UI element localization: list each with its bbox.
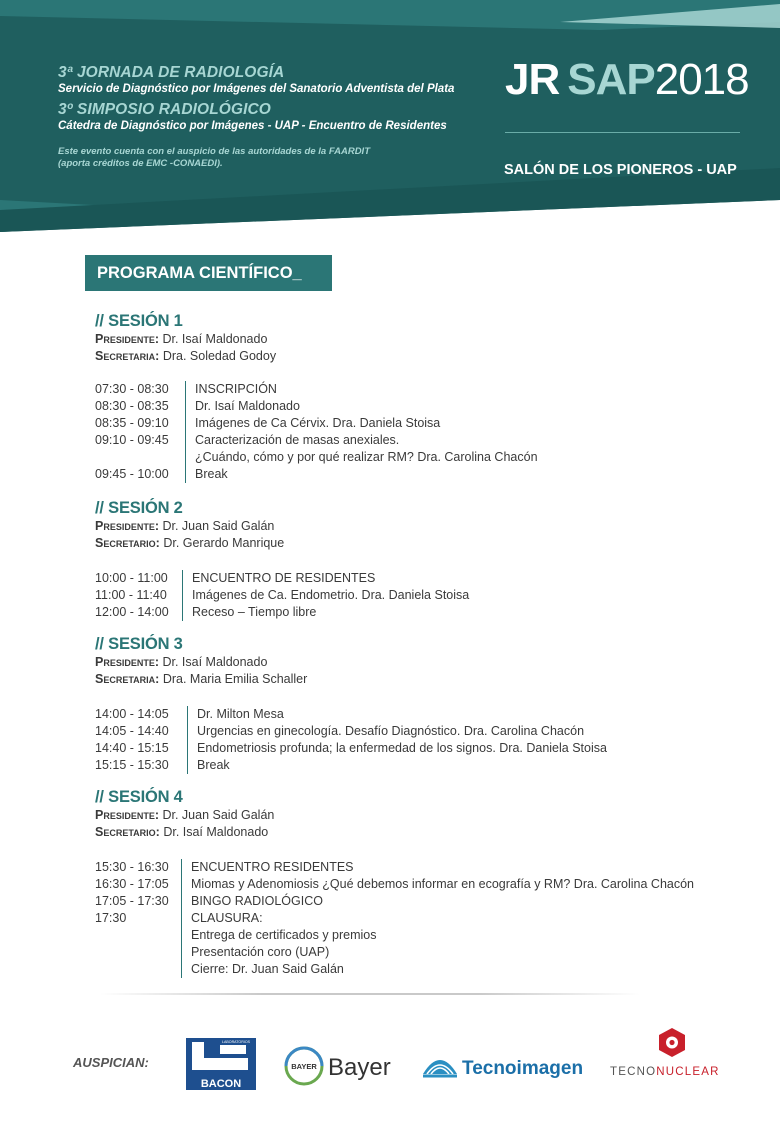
schedule-desc: Imágenes de Ca. Endometrio. Dra. Daniela Stoisa xyxy=(182,587,745,604)
bacon-logo-mark xyxy=(184,1036,258,1092)
role-label: Secretario: xyxy=(95,825,160,839)
simposio-subtitle: Cátedra de Diagnóstico por Imágenes - UAP - Encuentro de Residentes xyxy=(58,120,447,132)
nuclear-part: NUCLEAR xyxy=(656,1066,720,1078)
logo-sap: SAP xyxy=(567,55,655,104)
schedule-time: 14:05 - 14:40 xyxy=(95,724,169,738)
role-name: Dr. Juan Said Galán xyxy=(159,808,275,822)
auspice-note-line1: Este evento cuenta con el auspicio de las autoridades de la FAARDIT xyxy=(58,146,371,157)
schedule-desc: ENCUENTRO DE RESIDENTES xyxy=(182,570,745,587)
schedule-row xyxy=(95,604,745,621)
schedule-desc: ¿Cuándo, cómo y por qué realizar RM? Dra. Carolina Chacón xyxy=(185,449,745,466)
role-label: Presidente: xyxy=(95,332,160,346)
schedule-time xyxy=(95,944,181,961)
schedule-desc: Caracterización de masas anexiales. xyxy=(185,432,745,449)
schedule-time: 09:45 - 10:00 xyxy=(95,467,169,481)
session-2 xyxy=(95,498,745,621)
schedule-time: 15:15 - 15:30 xyxy=(95,758,169,772)
tecno-part: TECNO xyxy=(610,1066,657,1078)
schedule-desc: Dr. Milton Mesa xyxy=(187,706,745,723)
schedule-row xyxy=(95,706,745,723)
session-secretary xyxy=(95,348,745,365)
schedule-time: 17:05 - 17:30 xyxy=(95,894,169,908)
bayer-cross-icon xyxy=(284,1044,404,1088)
bayer-logo-text: Bayer xyxy=(328,1054,391,1081)
schedule-row xyxy=(95,893,745,910)
schedule xyxy=(95,381,745,483)
schedule-row xyxy=(95,944,745,961)
schedule-time xyxy=(95,449,185,466)
role-name: Dr. Isaí Maldonado xyxy=(159,825,269,839)
schedule-desc: BINGO RADIOLÓGICO xyxy=(181,893,745,910)
session-secretary xyxy=(95,535,745,552)
logo-divider xyxy=(505,132,740,133)
session-title: // SESIÓN 4 xyxy=(95,788,183,806)
schedule-row xyxy=(95,910,745,927)
schedule-desc: Presentación coro (UAP) xyxy=(181,944,745,961)
schedule-desc: INSCRIPCIÓN xyxy=(185,381,745,398)
schedule-row xyxy=(95,449,745,466)
bayer-cross-text: BAYER xyxy=(291,1062,317,1071)
session-president xyxy=(95,518,745,535)
schedule-desc: Receso – Tiempo libre xyxy=(182,604,745,621)
schedule-row xyxy=(95,587,745,604)
schedule-time: 16:30 - 17:05 xyxy=(95,877,169,891)
role-label: Secretaria: xyxy=(95,672,160,686)
bayer-logo xyxy=(284,1044,404,1088)
role-label: Secretaria: xyxy=(95,349,160,363)
auspice-note xyxy=(58,146,454,170)
jornada-subtitle: Servicio de Diagnóstico por Imágenes del Sanatorio Adventista del Plata xyxy=(58,83,455,95)
program-badge: PROGRAMA CIENTÍFICO_ xyxy=(85,255,332,291)
schedule-time: 14:00 - 14:05 xyxy=(95,707,169,721)
tecnoimagen-logo-text: Tecnoimagen xyxy=(462,1058,584,1079)
tecnoimagen-wave-icon xyxy=(421,1050,591,1084)
session-title: // SESIÓN 1 xyxy=(95,312,183,330)
footer-divider xyxy=(100,993,640,995)
schedule-time: 08:30 - 08:35 xyxy=(95,399,169,413)
bacon-logo-text: BACON xyxy=(200,1078,242,1090)
session-president xyxy=(95,807,745,824)
session-4 xyxy=(95,787,745,978)
schedule-time: 11:00 - 11:40 xyxy=(95,588,167,602)
header-banner xyxy=(0,0,780,240)
schedule-row xyxy=(95,398,745,415)
schedule-time: 07:30 - 08:30 xyxy=(95,382,169,396)
schedule-desc: Cierre: Dr. Juan Said Galán xyxy=(181,961,745,978)
sponsors-label: AUSPICIAN: xyxy=(73,1055,149,1070)
schedule-desc: Miomas y Adenomiosis ¿Qué debemos informar en ecografía y RM? Dra. Carolina Chacón xyxy=(181,876,745,893)
session-secretary xyxy=(95,824,745,841)
auspice-note-line2: (aporta créditos de EMC -CONAEDI). xyxy=(58,158,223,169)
schedule-time xyxy=(95,927,181,944)
venue: SALÓN DE LOS PIONEROS - UAP xyxy=(504,162,737,178)
schedule-desc: Imágenes de Ca Cérvix. Dra. Daniela Stoisa xyxy=(185,415,745,432)
schedule-time: 14:40 - 15:15 xyxy=(95,741,169,755)
role-name: Dr. Gerardo Manrique xyxy=(159,536,285,550)
schedule-time: 10:00 - 11:00 xyxy=(95,571,168,585)
schedule-row xyxy=(95,432,745,449)
role-name: Dr. Isaí Maldonado xyxy=(159,332,268,346)
schedule-row xyxy=(95,859,745,876)
session-1 xyxy=(95,311,745,483)
schedule-desc: Dr. Isaí Maldonado xyxy=(185,398,745,415)
schedule-desc: Break xyxy=(185,466,745,483)
role-label: Presidente: xyxy=(95,655,160,669)
schedule-row xyxy=(95,876,745,893)
simposio-title: 3º SIMPOSIO RADIOLÓGICO xyxy=(58,101,271,118)
schedule-row xyxy=(95,757,745,774)
schedule-row xyxy=(95,927,745,944)
session-3 xyxy=(95,634,745,774)
logo-year: 2018 xyxy=(654,55,749,104)
session-secretary xyxy=(95,671,745,688)
bacon-logo-small-text: LABORATORIOS xyxy=(221,1040,251,1044)
session-president xyxy=(95,654,745,671)
schedule-time: 08:35 - 09:10 xyxy=(95,416,169,430)
schedule-time: 12:00 - 14:00 xyxy=(95,605,169,619)
tecnoimagen-logo xyxy=(421,1050,591,1084)
session-title: // SESIÓN 3 xyxy=(95,635,183,653)
schedule xyxy=(95,859,745,978)
schedule-row xyxy=(95,415,745,432)
schedule-desc: Entrega de certificados y premios xyxy=(181,927,745,944)
schedule-row xyxy=(95,466,745,483)
role-name: Dra. Soledad Godoy xyxy=(159,349,277,363)
schedule-desc: Urgencias en ginecología. Desafío Diagnóstico. Dra. Carolina Chacón xyxy=(187,723,745,740)
session-president xyxy=(95,331,745,348)
role-name: Dra. Maria Emilia Schaller xyxy=(159,672,308,686)
tecnonuclear-logo-text xyxy=(610,1066,720,1078)
role-label: Secretario: xyxy=(95,536,160,550)
jrsap-logo xyxy=(505,57,749,103)
schedule-desc: Endometriosis profunda; la enfermedad de los signos. Dra. Daniela Stoisa xyxy=(187,740,745,757)
schedule-desc: CLAUSURA: xyxy=(181,910,745,927)
tecnonuclear-hexagon-icon xyxy=(608,1026,743,1080)
session-title: // SESIÓN 2 xyxy=(95,499,183,517)
event-titles xyxy=(58,64,454,170)
role-label: Presidente: xyxy=(95,808,160,822)
schedule-row xyxy=(95,381,745,398)
bacon-logo xyxy=(184,1036,258,1092)
jornada-title: 3ª JORNADA DE RADIOLOGÍA xyxy=(58,64,285,81)
logo-jr: JR xyxy=(505,55,560,104)
role-label: Presidente: xyxy=(95,519,160,533)
schedule-time: 15:30 - 16:30 xyxy=(95,860,169,874)
schedule-desc: Break xyxy=(187,757,745,774)
tecnonuclear-logo xyxy=(608,1026,743,1080)
schedule xyxy=(95,706,745,774)
schedule-row xyxy=(95,723,745,740)
schedule-row xyxy=(95,570,745,587)
schedule-row xyxy=(95,740,745,757)
schedule-time: 17:30 xyxy=(95,911,127,925)
schedule xyxy=(95,570,745,621)
schedule-time: 09:10 - 09:45 xyxy=(95,433,169,447)
role-name: Dr. Isaí Maldonado xyxy=(159,655,268,669)
schedule-row xyxy=(95,961,745,978)
role-name: Dr. Juan Said Galán xyxy=(159,519,275,533)
schedule-time xyxy=(95,961,181,978)
schedule-desc: ENCUENTRO RESIDENTES xyxy=(181,859,745,876)
